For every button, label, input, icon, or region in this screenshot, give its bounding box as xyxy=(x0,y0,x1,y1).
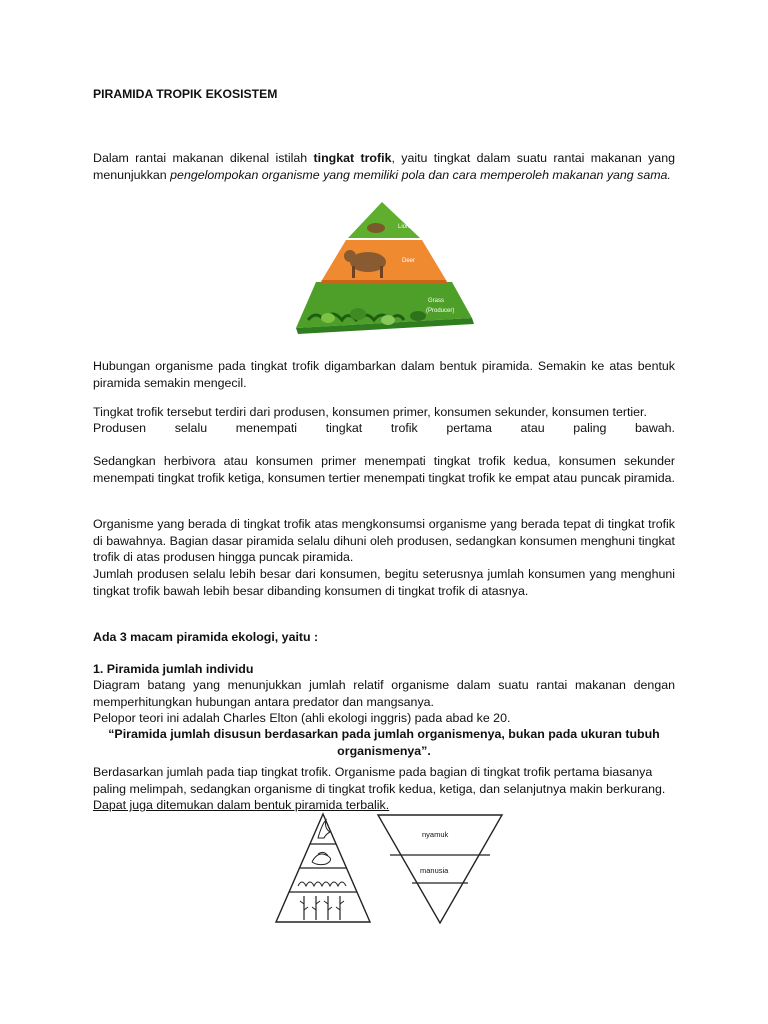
pyramid-mid-label: Deer xyxy=(402,258,416,264)
subheading-piramida-jumlah: 1. Piramida jumlah individu xyxy=(93,662,254,676)
pyramid-bottom-label: Grass xyxy=(428,298,445,304)
section-text-1: Diagram batang yang menunjukkan jumlah relatif organisme dalam suatu rantai makanan dengan memperhitungkan hubungan antara predator dan mangsanya. xyxy=(93,678,675,709)
pyramid-bottom-sublabel: (Producer) xyxy=(426,308,455,314)
pyramid-top-label: Lion xyxy=(398,224,410,230)
paragraph-3: Sedangkan herbivora atau konsumen primer menempati tingkat trofik kedua, konsumen sekunder menempati tingkat trofik ketiga, konsumen tertier menempati tingkat trofik ke empat atau puncak piramida. xyxy=(93,454,675,485)
intro-term-bold: tingkat trofik xyxy=(313,151,392,165)
inverted-mid-label: manusia xyxy=(420,866,449,875)
intro-text-1: Dalam rantai makanan dikenal istilah xyxy=(93,151,314,165)
intro-definition-italic: pengelompokan organisme yang memiliki pola dan cara memperoleh makanan yang sama. xyxy=(170,167,671,182)
number-pyramid-image xyxy=(274,812,372,924)
section-text-2: Pelopor teori ini adalah Charles Elton (ahli ekologi inggris) pada abad ke 20. xyxy=(93,711,511,725)
intro-text-2: , yaitu tingkat dalam suatu rantai makanan yang menunjukkan xyxy=(93,151,675,182)
paragraph-5: Jumlah produsen selalu lebih besar dari konsumen, begitu seterusnya jumlah konsumen yang menghuni tingkat trofik bawah lebih besar dibanding konsumen di tingkat trofik di atasnya. xyxy=(93,567,675,598)
inverted-top-label: nyamuk xyxy=(422,830,449,839)
quote-text: “Piramida jumlah disusun berdasarkan pada jumlah organismenya, bukan pada ukuran tubuh organismenya”. xyxy=(108,727,660,758)
paragraph-2b: Produsen selalu menempati tingkat trofik pertama atau paling bawah. xyxy=(93,421,675,435)
section-heading: Ada 3 macam piramida ekologi, yaitu : xyxy=(93,630,319,644)
inverted-pyramid-image xyxy=(376,813,504,925)
section-text-3-main: Berdasarkan jumlah pada tiap tingkat trofik. Organisme pada bagian di tingkat trofik pertama biasanya paling melimpah, sedangkan organisme di tingkat trofik kedua, ketiga, dan selanjutnya makin berkurang. xyxy=(93,765,666,796)
paragraph-2a: Tingkat trofik tersebut terdiri dari produsen, konsumen primer, konsumen sekunder, konsumen tertier. xyxy=(93,405,647,419)
intro-paragraph xyxy=(93,150,675,183)
paragraph-1: Hubungan organisme pada tingkat trofik digambarkan dalam bentuk piramida. Semakin ke atas bentuk piramida semakin mengecil. xyxy=(93,359,675,390)
paragraph-4: Organisme yang berada di tingkat trofik atas mengkonsumsi organisme yang berada tepat di tingkat trofik di bawahnya. Bagian dasar piramida selalu dihuni oleh produsen, sedangkan konsumen menghuni tingkat trofik di atas produsen hingga puncak piramida. xyxy=(93,517,675,564)
page-title: PIRAMIDA TROPIK EKOSISTEM xyxy=(93,87,278,101)
section-text-3 xyxy=(93,764,675,814)
section-text-3-underlined: Dapat juga ditemukan dalam bentuk piramida terbalik. xyxy=(93,798,390,812)
trophic-pyramid-image xyxy=(288,200,480,342)
